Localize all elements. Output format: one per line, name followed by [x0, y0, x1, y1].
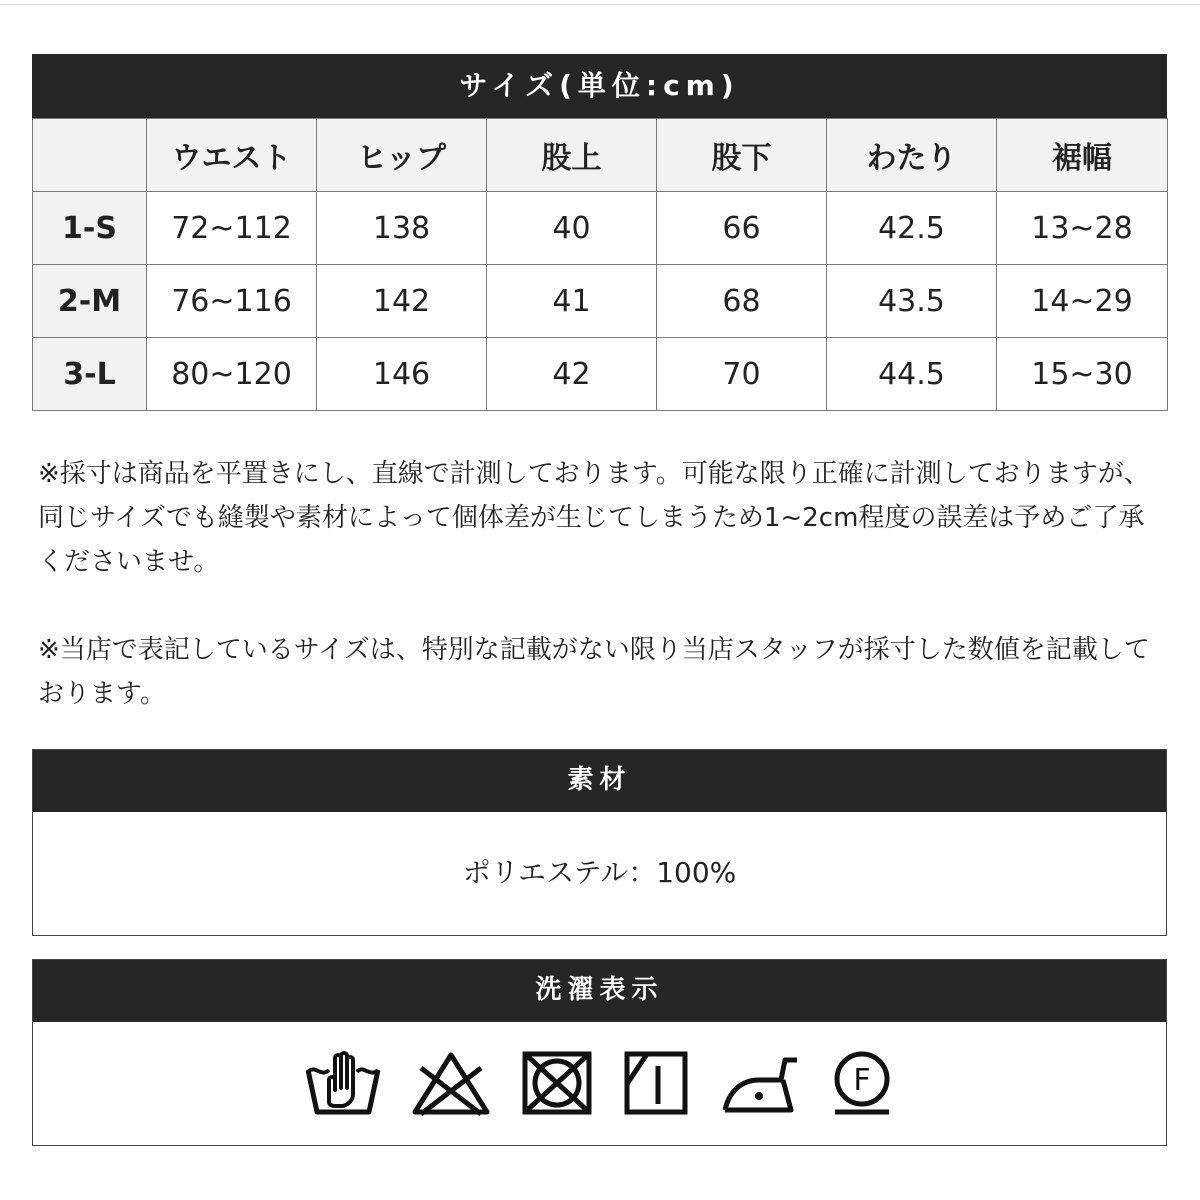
no-bleach-icon [411, 1050, 491, 1116]
material-value: ポリエステル：100% [462, 856, 737, 889]
top-divider [0, 4, 1200, 5]
table-row [33, 192, 1168, 265]
table-cell: 66 [657, 192, 827, 265]
table-cell: 80~120 [147, 338, 317, 411]
drip-dry-icon [623, 1050, 689, 1116]
table-cell: 40 [487, 192, 657, 265]
dry-clean-f-icon [829, 1050, 895, 1116]
table-cell: 14~29 [997, 265, 1168, 338]
table-cell: 142 [317, 265, 487, 338]
table-cell: 72~112 [147, 192, 317, 265]
table-cell: 41 [487, 265, 657, 338]
washing-section [32, 959, 1167, 1146]
no-tumble-dry-icon [521, 1050, 593, 1116]
size-label: 3-L [33, 338, 147, 411]
size-table-corner [33, 119, 147, 192]
size-chart-title: サイズ(単位:cm) [32, 54, 1167, 118]
table-cell: 43.5 [827, 265, 997, 338]
column-header-hip: ヒップ [317, 119, 487, 192]
measurement-note: ※採寸は商品を平置きにし、直線で計測しております。可能な限り正確に計測しておりますが、同じサイズでも縫製や素材によって個体差が生じてしまうため1~2cm程度の誤差は予めご了承くださいませ。 [38, 459, 1150, 577]
hand-wash-icon [305, 1050, 381, 1116]
table-cell: 15~30 [997, 338, 1168, 411]
size-label: 2-M [33, 265, 147, 338]
size-label: 1-S [33, 192, 147, 265]
column-header-thigh: わたり [827, 119, 997, 192]
table-cell: 138 [317, 192, 487, 265]
column-header-waist: ウエスト [147, 119, 317, 192]
column-header-rise: 股上 [487, 119, 657, 192]
washing-title: 洗濯表示 [33, 960, 1166, 1022]
measurement-notes [38, 452, 1168, 716]
table-cell: 70 [657, 338, 827, 411]
size-table-header-row [33, 119, 1168, 192]
material-title: 素材 [33, 750, 1166, 812]
table-row [33, 265, 1168, 338]
table-cell: 42 [487, 338, 657, 411]
low-iron-icon [719, 1050, 799, 1116]
size-chart [32, 54, 1167, 411]
table-cell: 146 [317, 338, 487, 411]
material-section [32, 749, 1167, 936]
column-header-hem: 裾幅 [997, 119, 1168, 192]
size-table [32, 118, 1168, 411]
size-source-note: ※当店で表記しているサイズは、特別な記載がない限り当店スタッフが採寸した数値を記載しております。 [38, 635, 1150, 709]
table-cell: 68 [657, 265, 827, 338]
table-cell: 42.5 [827, 192, 997, 265]
table-cell: 44.5 [827, 338, 997, 411]
table-row [33, 338, 1168, 411]
dry-clean-letter: F [852, 1063, 871, 1098]
table-cell: 13~28 [997, 192, 1168, 265]
care-symbols [33, 1022, 1166, 1144]
table-cell: 76~116 [147, 265, 317, 338]
column-header-inseam: 股下 [657, 119, 827, 192]
